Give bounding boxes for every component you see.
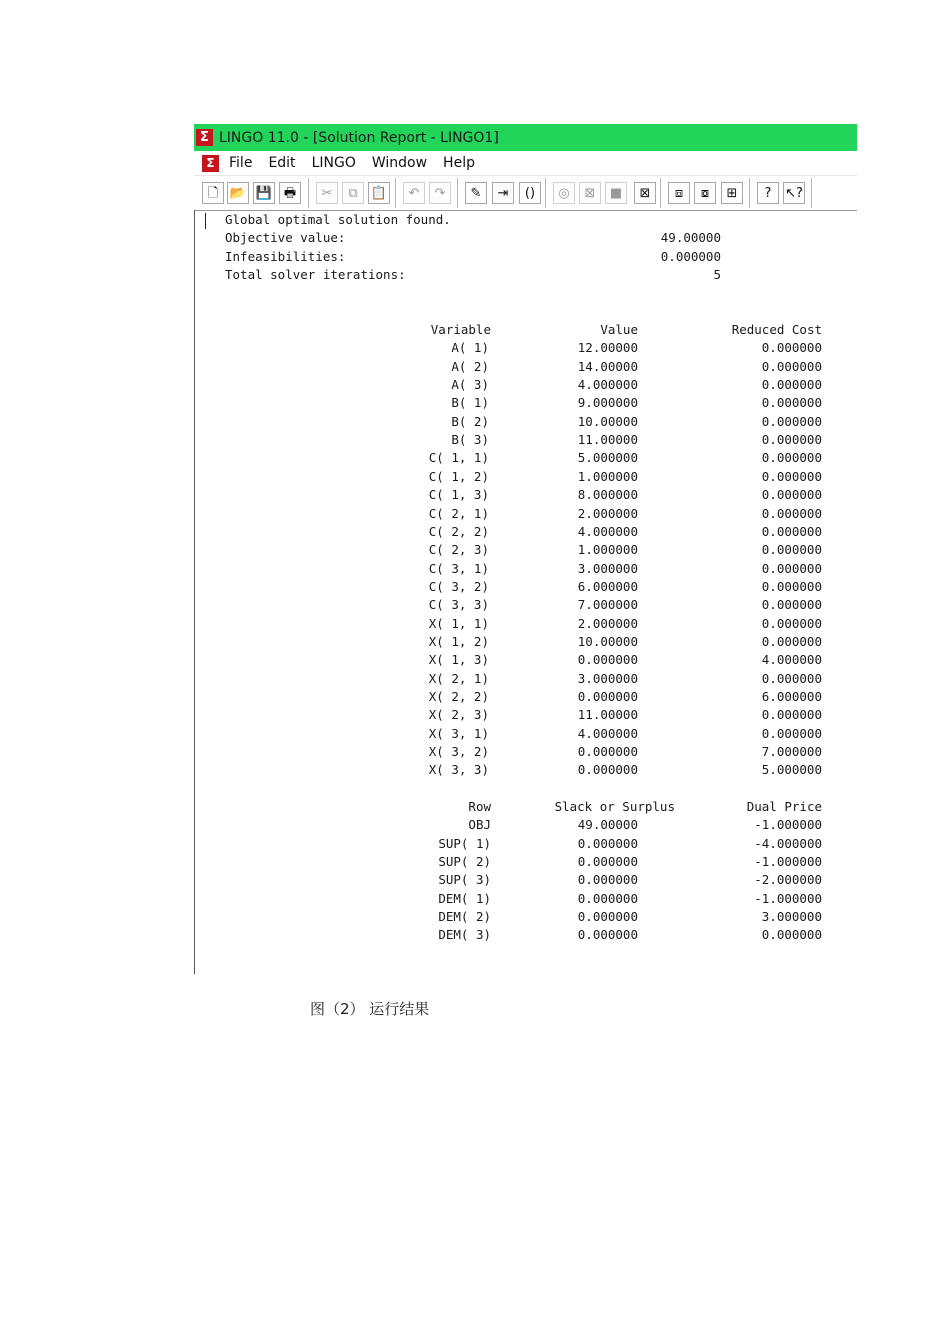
- window-title: LINGO 11.0 - [Solution Report - LINGO1]: [219, 129, 499, 146]
- summary-label: Objective value:: [225, 230, 346, 246]
- variable-value: 5.000000: [577, 450, 638, 466]
- open-icon[interactable]: 📂: [227, 182, 249, 204]
- find-icon[interactable]: ✎: [465, 182, 487, 204]
- menu-lingo[interactable]: LINGO: [311, 155, 356, 171]
- constraint-dual-price: -1.000000: [754, 817, 822, 833]
- variable-reduced-cost: 0.000000: [761, 395, 822, 411]
- variable-name: X( 3, 1): [428, 725, 489, 741]
- constraint-dual-price: -2.000000: [754, 872, 822, 888]
- variable-name: X( 1, 2): [428, 633, 489, 649]
- variable-name: B( 2): [451, 413, 489, 429]
- variable-name: B( 3): [451, 432, 489, 448]
- toolbar-separator: [545, 178, 546, 208]
- variable-name: A( 1): [451, 340, 489, 356]
- variable-reduced-cost: 0.000000: [761, 615, 822, 631]
- variable-reduced-cost: 0.000000: [761, 487, 822, 503]
- variable-value: 1.000000: [577, 542, 638, 558]
- undo-icon[interactable]: ↶: [403, 182, 425, 204]
- text-caret: [205, 213, 206, 229]
- summary-label: Infeasibilities:: [225, 248, 346, 264]
- constraint-row-name: SUP( 3): [438, 872, 491, 888]
- variable-value: 11.00000: [577, 707, 638, 723]
- variable-reduced-cost: 7.000000: [761, 744, 822, 760]
- constraint-dual-price: -4.000000: [754, 835, 822, 851]
- variable-name: A( 2): [451, 358, 489, 374]
- variable-value: 2.000000: [577, 505, 638, 521]
- help-icon[interactable]: ?: [757, 182, 779, 204]
- menu-file[interactable]: File: [229, 155, 253, 171]
- print-icon[interactable]: 🖶: [279, 182, 301, 204]
- variable-value: 4.000000: [577, 523, 638, 539]
- save-icon[interactable]: 💾: [253, 182, 275, 204]
- menu-help[interactable]: Help: [443, 155, 475, 171]
- variable-name: C( 3, 2): [428, 578, 489, 594]
- variable-value: 0.000000: [577, 762, 638, 778]
- variable-reduced-cost: 0.000000: [761, 377, 822, 393]
- variable-value: 4.000000: [577, 377, 638, 393]
- toolbar-separator: [457, 178, 458, 208]
- variable-reduced-cost: 0.000000: [761, 413, 822, 429]
- variable-value: 10.00000: [577, 413, 638, 429]
- menu-window[interactable]: Window: [371, 155, 428, 171]
- constraint-row-name: SUP( 2): [438, 854, 491, 870]
- variable-reduced-cost: 0.000000: [761, 597, 822, 613]
- menu-edit[interactable]: Edit: [268, 155, 296, 171]
- toolbar-separator: [749, 178, 750, 208]
- variable-reduced-cost: 0.000000: [761, 560, 822, 576]
- toolbar: [194, 175, 857, 211]
- variable-name: C( 1, 1): [428, 450, 489, 466]
- title-bar[interactable]: [194, 124, 857, 151]
- constraint-row-name: OBJ: [468, 817, 491, 833]
- summary-value: 49.00000: [660, 230, 721, 246]
- variable-value: 0.000000: [577, 744, 638, 760]
- variable-value: 14.00000: [577, 358, 638, 374]
- variable-value: 2.000000: [577, 615, 638, 631]
- variable-reduced-cost: 0.000000: [761, 633, 822, 649]
- variable-name: X( 2, 2): [428, 689, 489, 704]
- lingo-app-icon[interactable]: Σ: [196, 129, 213, 146]
- close-window-icon[interactable]: ⊠: [634, 182, 656, 204]
- variable-reduced-cost: 0.000000: [761, 468, 822, 484]
- variable-value: 4.000000: [577, 725, 638, 741]
- constraint-row-name: DEM( 3): [438, 927, 491, 943]
- variable-value: 0.000000: [577, 689, 638, 704]
- variable-name: C( 2, 3): [428, 542, 489, 558]
- variable-reduced-cost: 4.000000: [761, 652, 822, 668]
- copy-icon[interactable]: ⧉: [342, 182, 364, 204]
- constraint-slack: 49.00000: [577, 817, 638, 833]
- variable-name: X( 3, 2): [428, 744, 489, 760]
- close-all-icon[interactable]: ⧇: [694, 182, 716, 204]
- summary-value: 0.000000: [660, 248, 721, 264]
- paste-icon[interactable]: 📋: [368, 182, 390, 204]
- header-slack-surplus: Slack or Surplus: [554, 799, 675, 814]
- header-row: Row: [468, 799, 491, 814]
- variable-name: C( 2, 1): [428, 505, 489, 521]
- figure-caption: 图（2） 运行结果: [310, 1000, 430, 1018]
- variable-name: X( 3, 3): [428, 762, 489, 778]
- variable-reduced-cost: 0.000000: [761, 432, 822, 448]
- variable-reduced-cost: 6.000000: [761, 689, 822, 704]
- variable-value: 12.00000: [577, 340, 638, 356]
- toolbar-separator: [395, 178, 396, 208]
- variable-value: 10.00000: [577, 633, 638, 649]
- header-variable: Variable: [430, 322, 491, 337]
- goto-line-icon[interactable]: ⇥: [492, 182, 514, 204]
- constraint-slack: 0.000000: [577, 872, 638, 888]
- menu-bar: [194, 151, 857, 175]
- tile-icon[interactable]: ⊞: [721, 182, 743, 204]
- solve-icon[interactable]: ◎: [553, 182, 575, 204]
- variable-reduced-cost: 0.000000: [761, 523, 822, 539]
- variable-name: A( 3): [451, 377, 489, 393]
- variable-reduced-cost: 0.000000: [761, 542, 822, 558]
- constraint-slack: 0.000000: [577, 927, 638, 943]
- variable-value: 8.000000: [577, 487, 638, 503]
- constraint-slack: 0.000000: [577, 909, 638, 925]
- match-parenthesis-icon[interactable]: (): [519, 182, 541, 204]
- variable-name: C( 1, 3): [428, 487, 489, 503]
- variable-reduced-cost: 5.000000: [761, 762, 822, 778]
- constraint-dual-price: -1.000000: [754, 854, 822, 870]
- variable-name: C( 3, 3): [428, 597, 489, 613]
- variable-reduced-cost: 0.000000: [761, 670, 822, 686]
- status-line: Global optimal solution found.: [225, 212, 451, 227]
- variable-value: 7.000000: [577, 597, 638, 613]
- variable-name: B( 1): [451, 395, 489, 411]
- stop-icon[interactable]: ■: [605, 182, 627, 204]
- variable-name: C( 1, 2): [428, 468, 489, 484]
- variable-name: X( 2, 1): [428, 670, 489, 686]
- variable-value: 0.000000: [577, 652, 638, 668]
- toolbar-separator: [811, 178, 812, 208]
- constraint-slack: 0.000000: [577, 835, 638, 851]
- variable-name: X( 1, 1): [428, 615, 489, 631]
- variable-reduced-cost: 0.000000: [761, 340, 822, 356]
- close-solver-icon[interactable]: ⊠: [579, 182, 601, 204]
- toolbar-separator: [660, 178, 661, 208]
- constraint-row-name: DEM( 2): [438, 909, 491, 925]
- variable-name: C( 3, 1): [428, 560, 489, 576]
- constraint-dual-price: 0.000000: [761, 927, 822, 943]
- variable-value: 1.000000: [577, 468, 638, 484]
- constraint-row-name: SUP( 1): [438, 835, 491, 851]
- constraint-slack: 0.000000: [577, 890, 638, 906]
- variable-value: 6.000000: [577, 578, 638, 594]
- cut-icon[interactable]: ✂: [316, 182, 338, 204]
- constraint-dual-price: 3.000000: [761, 909, 822, 925]
- variable-reduced-cost: 0.000000: [761, 725, 822, 741]
- constraint-row-name: DEM( 1): [438, 890, 491, 906]
- variable-value: 3.000000: [577, 670, 638, 686]
- toolbar-separator: [308, 178, 309, 208]
- context-help-icon[interactable]: ↖?: [783, 182, 805, 204]
- header-value: Value: [600, 322, 638, 337]
- lingo-window: [194, 124, 857, 974]
- header-reduced-cost: Reduced Cost: [731, 322, 822, 337]
- constraint-slack: 0.000000: [577, 854, 638, 870]
- variable-reduced-cost: 0.000000: [761, 358, 822, 374]
- constraint-dual-price: -1.000000: [754, 890, 822, 906]
- variable-reduced-cost: 0.000000: [761, 578, 822, 594]
- variable-reduced-cost: 0.000000: [761, 505, 822, 521]
- variable-value: 11.00000: [577, 432, 638, 448]
- new-icon[interactable]: 🗋: [202, 182, 224, 204]
- send-to-back-icon[interactable]: ⧈: [668, 182, 690, 204]
- header-dual-price: Dual Price: [746, 799, 822, 814]
- variable-name: X( 1, 3): [428, 652, 489, 668]
- variable-value: 3.000000: [577, 560, 638, 576]
- solution-report[interactable]: [194, 210, 857, 974]
- summary-label: Total solver iterations:: [225, 267, 406, 283]
- document-menu-icon[interactable]: Σ: [202, 155, 219, 172]
- variable-reduced-cost: 0.000000: [761, 450, 822, 466]
- variable-reduced-cost: 0.000000: [761, 707, 822, 723]
- summary-value: 5: [713, 267, 721, 283]
- variable-name: C( 2, 2): [428, 523, 489, 539]
- redo-icon[interactable]: ↷: [429, 182, 451, 204]
- variable-name: X( 2, 3): [428, 707, 489, 723]
- variable-value: 9.000000: [577, 395, 638, 411]
